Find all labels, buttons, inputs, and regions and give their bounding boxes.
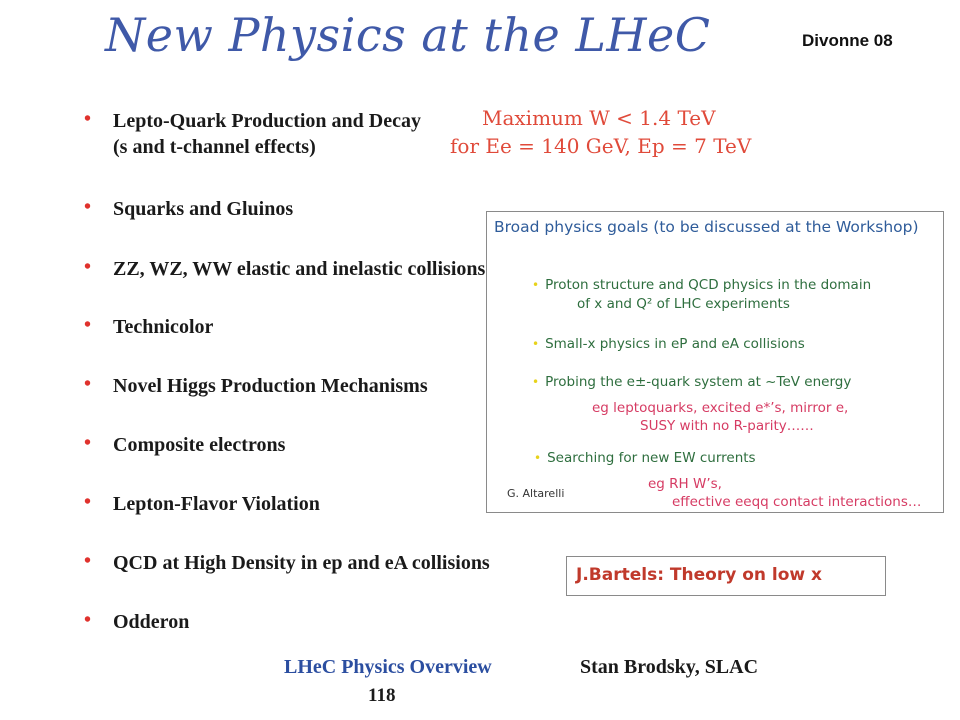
bullet-text: Lepton-Flavor Violation xyxy=(113,493,320,515)
goal-example: SUSY with no R-parity…… xyxy=(640,418,814,434)
bullet-text: Composite electrons xyxy=(113,434,286,456)
goal-example: eg leptoquarks, excited e*’s, mirror e, xyxy=(592,400,849,416)
star-bullet-icon: • xyxy=(532,278,540,292)
slide-title: New Physics at the LHeC xyxy=(105,8,711,62)
bullet-dot-icon: • xyxy=(84,609,92,631)
goal-item: • Probing the e±-quark system at ~TeV energy xyxy=(532,374,852,390)
bullet-text: Squarks and Gluinos xyxy=(113,198,294,220)
bullet-dot-icon: • xyxy=(84,108,92,130)
bullet-dot-icon: • xyxy=(84,314,92,336)
bullet-dot-icon: • xyxy=(84,491,92,513)
bullet-subtext: (s and t-channel effects) xyxy=(113,136,316,158)
star-bullet-icon: • xyxy=(532,375,540,389)
goal-item: • Small-x physics in eP and eA collisions xyxy=(532,336,805,352)
goal-item-continuation: of x and Q² of LHC experiments xyxy=(577,296,790,312)
goal-item: • Searching for new EW currents xyxy=(534,450,756,466)
goals-author: G. Altarelli xyxy=(507,487,565,500)
goal-example: effective eeqq contact interactions… xyxy=(672,494,922,510)
footer-title: LHeC Physics Overview xyxy=(284,656,492,678)
physics-goals-box xyxy=(486,211,944,513)
bullet-dot-icon: • xyxy=(84,196,92,218)
bullet-text: Odderon xyxy=(113,611,190,633)
bullet-dot-icon: • xyxy=(84,550,92,572)
bullet-dot-icon: • xyxy=(84,432,92,454)
footer-author: Stan Brodsky, SLAC xyxy=(580,656,759,678)
page-number: 118 xyxy=(368,685,396,706)
goals-heading: Broad physics goals (to be discussed at the Workshop) xyxy=(494,218,919,236)
star-bullet-icon: • xyxy=(532,337,540,351)
bullet-text: ZZ, WZ, WW elastic and inelastic collisions xyxy=(113,258,486,280)
goal-example: eg RH W’s, xyxy=(648,476,722,492)
conference-label: Divonne 08 xyxy=(802,31,893,50)
energy-note-line1: Maximum W < 1.4 TeV xyxy=(482,106,716,130)
bullet-text: Novel Higgs Production Mechanisms xyxy=(113,375,428,397)
energy-note-line2: for Ee = 140 GeV, Ep = 7 TeV xyxy=(450,134,752,158)
goal-item: • Proton structure and QCD physics in the domain xyxy=(532,277,872,293)
bartels-callout xyxy=(566,556,886,596)
bullet-text: Lepto-Quark Production and Decay xyxy=(113,110,421,132)
bullet-dot-icon: • xyxy=(84,373,92,395)
bullet-text: Technicolor xyxy=(113,316,214,338)
bullet-dot-icon: • xyxy=(84,256,92,278)
bullet-text: QCD at High Density in ep and eA collisions xyxy=(113,552,490,574)
energy-note xyxy=(450,104,751,160)
star-bullet-icon: • xyxy=(534,451,542,465)
bartels-text: J.Bartels: Theory on low x xyxy=(576,565,823,585)
